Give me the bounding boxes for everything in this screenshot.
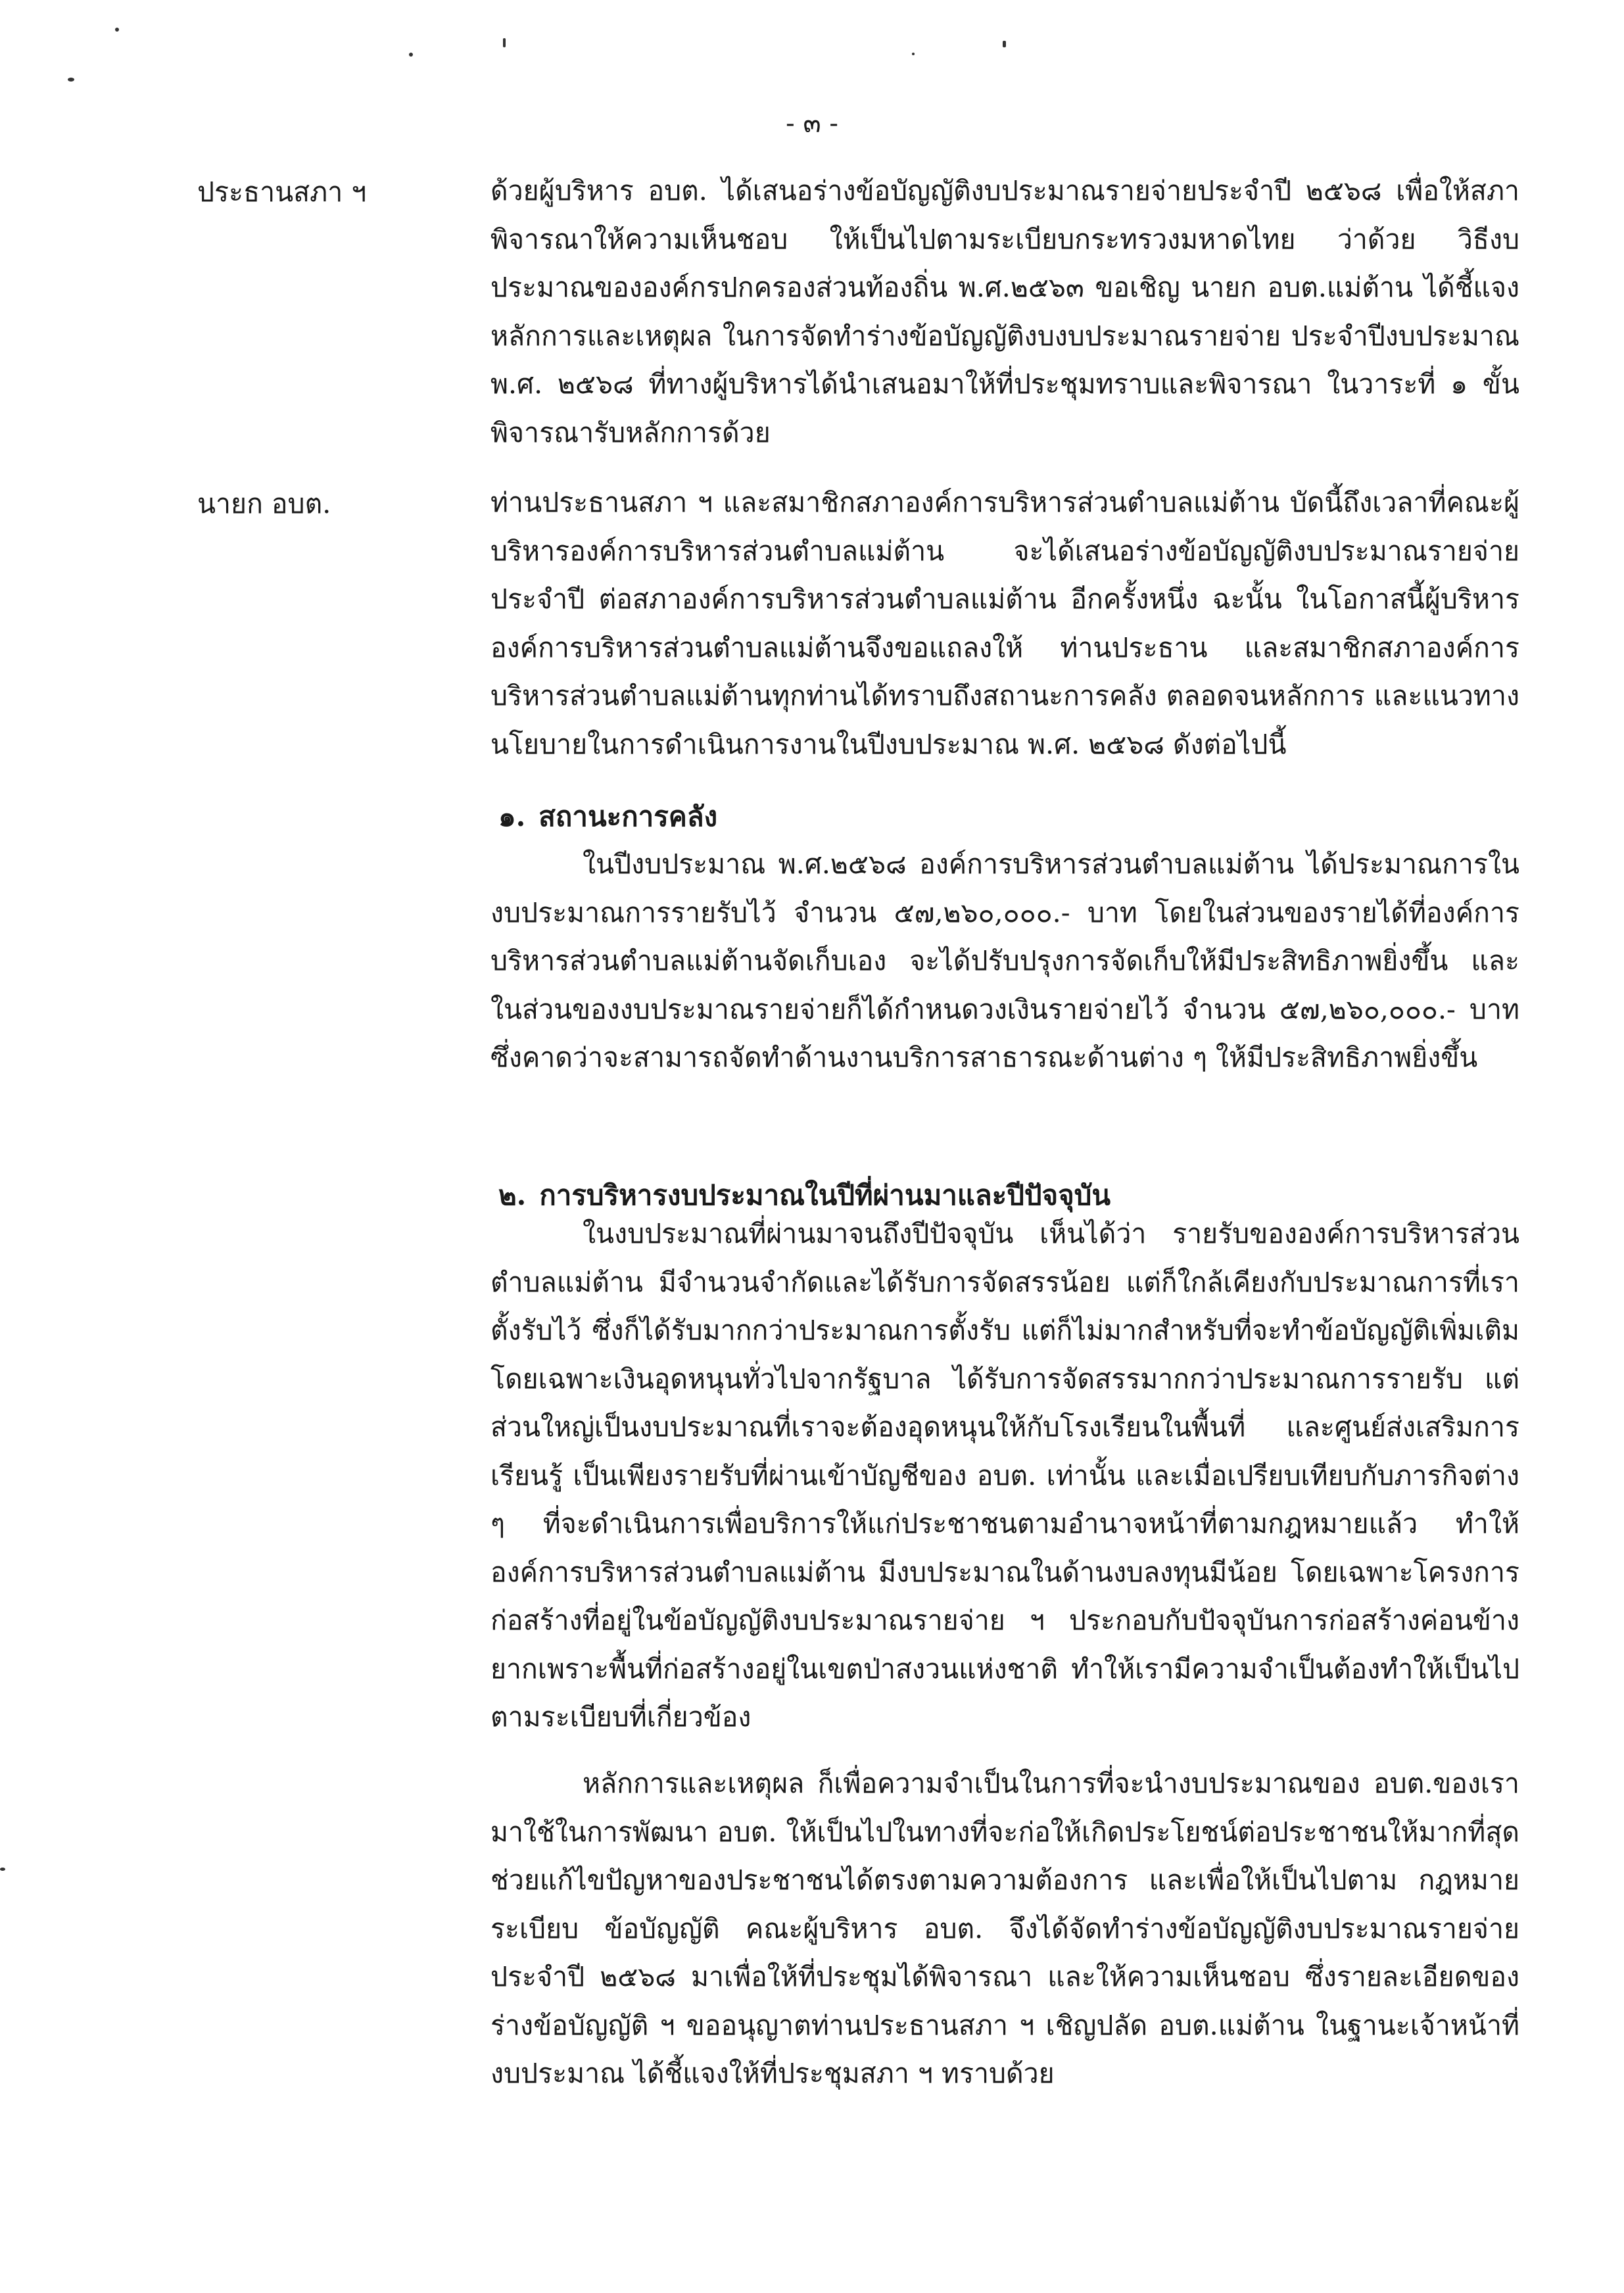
heading-number: ๒. (498, 1179, 527, 1211)
heading-fiscal-status (490, 797, 717, 836)
heading-number: ๑. (498, 800, 526, 833)
heading-budget-management (490, 1176, 1111, 1215)
fiscal-status-paragraph: ในปีงบประมาณ พ.ศ.๒๕๖๘ องค์การบริหารส่วนตำบลแม่ต้าน ได้ประมาณการในงบประมาณการรายรับไว้ จำนวน ๕๗,๒๖๐,๐๐๐.- บาท โดยในส่วนของรายได้ที่องค์การบริหารส่วนตำบลแม่ต้านจัดเก็บเอง จะได้ปรับปรุงการจัดเก็บให้มีประสิทธิภาพยิ่งขึ้น และในส่วนของงบประมาณรายจ่ายก็ได้กำหนดวงเงินรายจ่ายไว้ จำนวน ๕๗,๒๖๐,๐๐๐.- บาท ซึ่งคาดว่าจะสามารถจัดทำด้านงานบริการสาธารณะด้านต่าง ๆ ให้มีประสิทธิภาพยิ่งขึ้น (490, 848, 1519, 1073)
scan-speck (115, 28, 119, 32)
chief-executive-statement: ท่านประธานสภา ฯ และสมาชิกสภาองค์การบริหารส่วนตำบลแม่ต้าน บัดนี้ถึงเวลาที่คณะผู้บริหารองค์การบริหารส่วนตำบลแม่ต้าน จะได้เสนอร่างข้อบัญญัติงบประมาณรายจ่ายประจำปี ต่อสภาองค์การบริหารส่วนตำบลแม่ต้าน อีกครั้งหนึ่ง ฉะนั้น ในโอกาสนี้ผู้บริหารองค์การบริหารส่วนตำบลแม่ต้านจึงขอแถลงให้ ท่านประธาน และสมาชิกสภาองค์การบริหารส่วนตำบลแม่ต้านทุกท่านได้ทราบถึงสถานะการคลัง ตลอดจนหลักการ และแนวทางนโยบายในการดำเนินการงานในปีงบประมาณ พ.ศ. ๒๕๖๘ ดังต่อไปนี้ (490, 487, 1519, 760)
page-number: - ๓ - (786, 109, 838, 139)
council-chair-statement: ด้วยผู้บริหาร อบต. ได้เสนอร่างข้อบัญญัติงบประมาณรายจ่ายประจำปี ๒๕๖๘ เพื่อให้สภาพิจารณาให้ความเห็นชอบ ให้เป็นไปตามระเบียบกระทรวงมหาดไทย ว่าด้วย วิธีงบประมาณขององค์กรปกครองส่วนท้องถิ่น พ.ศ.๒๕๖๓ ขอเชิญ นายก อบต.แม่ต้าน ได้ชี้แจงหลักการและเหตุผล ในการจัดทำร่างข้อบัญญัติงบงบประมาณรายจ่าย ประจำปีงบประมาณ พ.ศ. ๒๕๖๘ ที่ทางผู้บริหารได้นำเสนอมาให้ที่ประชุมทราบและพิจารณา ในวาระที่ ๑ ขั้นพิจารณารับหลักการด้วย (490, 175, 1519, 448)
scan-speck (68, 78, 74, 82)
budget-management-paragraph-2: หลักการและเหตุผล ก็เพื่อความจำเป็นในการที่จะนำงบประมาณของ อบต.ของเรามาใช้ในการพัฒนา อบต. ให้เป็นไปในทางที่จะก่อให้เกิดประโยชน์ต่อประชาชนให้มากที่สุด ช่วยแก้ไขปัญหาของประชาชนได้ตรงตามความต้องการ และเพื่อให้เป็นไปตาม กฎหมาย ระเบียบ ข้อบัญญัติ คณะผู้บริหาร อบต. จึงได้จัดทำร่างข้อบัญญัติงบประมาณรายจ่ายประจำปี ๒๕๖๘ มาเพื่อให้ที่ประชุมได้พิจารณา และให้ความเห็นชอบ ซึ่งรายละเอียดของร่างข้อบัญญัติ ฯ ขออนุญาตท่านประธานสภา ฯ เชิญปลัด อบต.แม่ต้าน ในฐานะเจ้าหน้าที่งบประมาณ ได้ชี้แจงให้ที่ประชุมสภา ฯ ทราบด้วย (490, 1768, 1519, 2089)
budget-management-paragraph-1: ในงบประมาณที่ผ่านมาจนถึงปีปัจจุบัน เห็นได้ว่า รายรับขององค์การบริหารส่วนตำบลแม่ต้าน มีจำนวนจำกัดและได้รับการจัดสรรน้อย แต่ก็ใกล้เคียงกับประมาณการที่เราตั้งรับไว้ ซึ่งก็ได้รับมากกว่าประมาณการตั้งรับ แต่ก็ไม่มากสำหรับที่จะทำข้อบัญญัติเพิ่มเติม โดยเฉพาะเงินอุดหนุนทั่วไปจากรัฐบาล ได้รับการจัดสรรมากกว่าประมาณการรายรับ แต่ส่วนใหญ่เป็นงบประมาณที่เราจะต้องอุดหนุนให้กับโรงเรียนในพื้นที่ และศูนย์ส่งเสริมการเรียนรู้ เป็นเพียงรายรับที่ผ่านเข้าบัญชีของ อบต. เท่านั้น และเมื่อเปรียบเทียบกับภารกิจต่าง ๆ ที่จะดำเนินการเพื่อบริการให้แก่ประชาชนตามอำนาจหน้าที่ตามกฎหมายแล้ว ทำให้องค์การบริหารส่วนตำบลแม่ต้าน มีงบประมาณในด้านงบลงทุนมีน้อย โดยเฉพาะโครงการก่อสร้างที่อยู่ในข้อบัญญัติงบประมาณรายจ่าย ฯ ประกอบกับปัจจุบันการก่อสร้างค่อนข้างยากเพราะพื้นที่ก่อสร้างอยู่ในเขตป่าสงวนแห่งชาติ ทำให้เรามีความจำเป็นต้องทำให้เป็นไปตามระเบียบที่เกี่ยวข้อง (490, 1218, 1519, 1733)
speaker-chief-executive: นายก อบต. (197, 488, 331, 519)
scan-speck (409, 53, 413, 57)
heading-title: การบริหารงบประมาณในปีที่ผ่านมาและปีปัจจุบัน (539, 1179, 1111, 1211)
scan-speck (503, 38, 506, 47)
speaker-council-chair: ประธานสภา ฯ (197, 176, 367, 208)
scan-speck (1003, 41, 1006, 47)
heading-title: สถานะการคลัง (538, 800, 718, 833)
scan-speck (912, 53, 915, 55)
scan-speck (0, 1868, 5, 1871)
